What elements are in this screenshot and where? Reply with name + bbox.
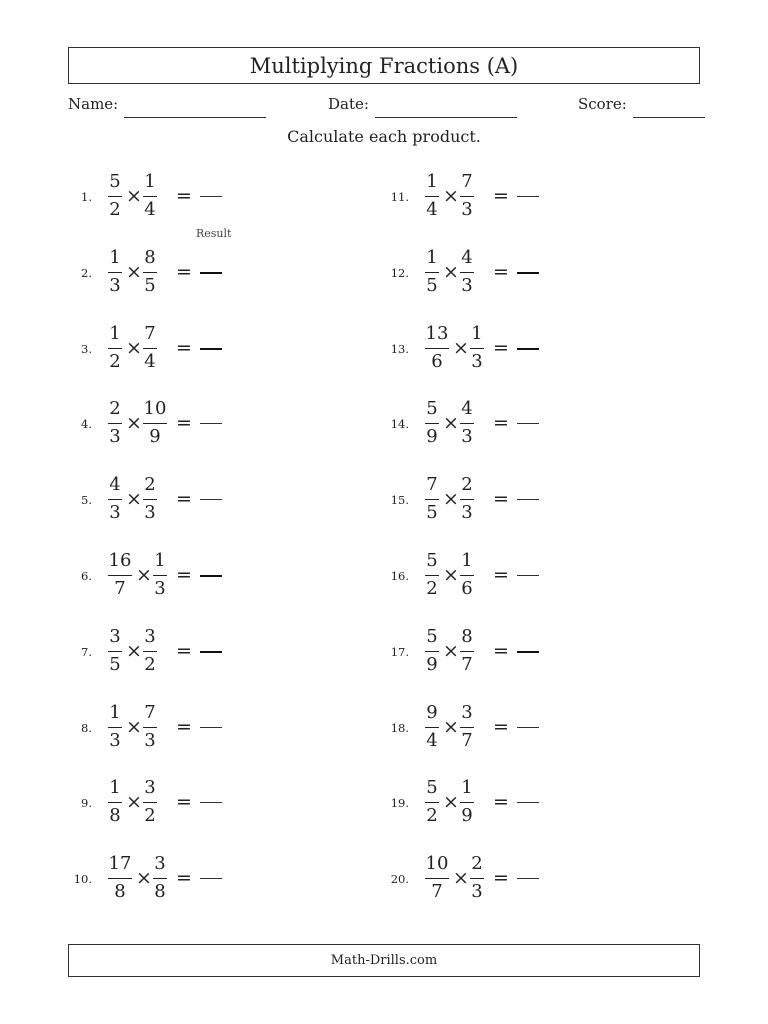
times-sign: × bbox=[443, 260, 459, 283]
times-sign: × bbox=[136, 564, 152, 586]
fraction-bar bbox=[470, 878, 484, 879]
problem-number: 17. bbox=[390, 644, 409, 659]
fraction-bar bbox=[143, 423, 167, 424]
second-numerator: 2 bbox=[471, 853, 483, 875]
second-fraction bbox=[460, 550, 474, 600]
answer-blank[interactable] bbox=[517, 651, 539, 653]
problem-number: 4. bbox=[81, 417, 92, 432]
second-fraction bbox=[460, 626, 474, 676]
first-denominator: 3 bbox=[109, 426, 121, 448]
problem-item bbox=[390, 550, 653, 602]
answer-blank[interactable] bbox=[200, 196, 222, 197]
first-fraction bbox=[425, 550, 439, 600]
first-denominator: 2 bbox=[109, 350, 121, 372]
fraction-bar bbox=[460, 575, 474, 576]
first-denominator: 5 bbox=[426, 274, 438, 296]
problem-item bbox=[76, 398, 336, 450]
fraction-bar bbox=[143, 196, 157, 197]
second-fraction bbox=[143, 777, 157, 827]
times-sign: × bbox=[443, 488, 459, 511]
second-denominator: 3 bbox=[154, 578, 166, 599]
first-numerator: 5 bbox=[426, 398, 438, 420]
first-numerator: 7 bbox=[426, 474, 438, 496]
problem-item bbox=[76, 702, 336, 754]
first-denominator: 8 bbox=[114, 881, 126, 903]
fraction-bar bbox=[108, 348, 122, 349]
answer-blank[interactable] bbox=[517, 348, 539, 350]
problem-number: 9. bbox=[81, 796, 92, 811]
times-sign: × bbox=[453, 867, 469, 890]
times-sign: × bbox=[126, 260, 142, 283]
first-denominator: 9 bbox=[426, 426, 438, 448]
equals-sign: = bbox=[176, 336, 192, 359]
problem-item bbox=[390, 701, 653, 754]
fraction-bar bbox=[108, 878, 132, 879]
answer-blank[interactable] bbox=[200, 878, 222, 879]
second-denominator: 7 bbox=[461, 653, 473, 675]
second-denominator: 3 bbox=[471, 350, 483, 372]
answer-blank[interactable] bbox=[517, 272, 539, 274]
fraction-bar bbox=[425, 727, 439, 728]
problem-item bbox=[390, 246, 653, 299]
problem-item bbox=[76, 323, 336, 375]
name-field bbox=[68, 95, 266, 119]
first-fraction bbox=[425, 398, 439, 448]
second-fraction bbox=[143, 247, 157, 297]
first-numerator: 5 bbox=[426, 777, 438, 799]
first-numerator: 5 bbox=[426, 625, 438, 647]
problem-item bbox=[73, 853, 336, 905]
problem-number: 13. bbox=[390, 341, 409, 356]
second-fraction bbox=[153, 550, 167, 600]
answer-blank[interactable] bbox=[517, 878, 539, 879]
first-denominator: 3 bbox=[109, 502, 121, 524]
fraction-bar bbox=[460, 727, 474, 728]
fraction-bar bbox=[153, 575, 167, 576]
first-numerator: 1 bbox=[109, 701, 121, 723]
second-fraction bbox=[143, 626, 157, 676]
fraction-bar bbox=[425, 878, 449, 879]
first-numerator: 13 bbox=[425, 322, 449, 344]
equals-sign: = bbox=[493, 564, 509, 586]
problem-item bbox=[76, 626, 336, 678]
second-fraction bbox=[143, 171, 157, 221]
second-numerator: 2 bbox=[461, 474, 473, 496]
second-denominator: 2 bbox=[144, 805, 156, 827]
fraction-bar bbox=[460, 499, 474, 500]
times-sign: × bbox=[453, 336, 469, 359]
date-input-line[interactable] bbox=[375, 95, 517, 118]
second-fraction bbox=[460, 474, 474, 524]
times-sign: × bbox=[443, 185, 459, 207]
answer-blank[interactable] bbox=[200, 727, 222, 728]
second-denominator: 9 bbox=[149, 426, 161, 448]
first-denominator: 4 bbox=[426, 199, 438, 220]
problem-item bbox=[390, 171, 653, 223]
first-denominator: 5 bbox=[426, 502, 438, 524]
first-fraction bbox=[425, 171, 439, 221]
first-fraction bbox=[425, 853, 449, 903]
answer-blank[interactable] bbox=[517, 727, 539, 728]
fraction-bar bbox=[143, 802, 157, 803]
second-denominator: 4 bbox=[144, 199, 156, 220]
fraction-bar bbox=[108, 499, 122, 500]
first-fraction bbox=[425, 323, 449, 373]
problem-number: 8. bbox=[81, 720, 92, 735]
first-denominator: 3 bbox=[109, 729, 121, 751]
fraction-bar bbox=[460, 196, 474, 197]
problem-number: 5. bbox=[81, 493, 92, 508]
problem-number: 14. bbox=[390, 417, 409, 432]
times-sign: × bbox=[136, 867, 152, 890]
first-numerator: 2 bbox=[109, 398, 121, 420]
problem-number: 6. bbox=[81, 569, 92, 583]
second-numerator: 7 bbox=[461, 171, 473, 192]
problem-number: 15. bbox=[390, 493, 409, 508]
equals-sign: = bbox=[493, 715, 509, 738]
equals-sign: = bbox=[493, 488, 509, 511]
fraction-bar bbox=[108, 196, 122, 197]
problem-number: 7. bbox=[81, 644, 92, 659]
answer-blank[interactable] bbox=[517, 802, 539, 803]
problem-number: 11. bbox=[390, 190, 409, 204]
first-fraction bbox=[108, 626, 122, 676]
first-fraction bbox=[108, 398, 122, 448]
footer-text: Math-Drills.com bbox=[330, 953, 438, 968]
answer-blank[interactable] bbox=[200, 499, 222, 500]
second-denominator: 3 bbox=[144, 729, 156, 751]
second-denominator: 6 bbox=[461, 578, 473, 599]
first-fraction bbox=[425, 626, 439, 676]
second-denominator: 3 bbox=[461, 502, 473, 524]
first-numerator: 1 bbox=[109, 322, 121, 344]
second-numerator: 8 bbox=[144, 246, 156, 268]
first-fraction bbox=[108, 702, 122, 752]
fraction-bar bbox=[108, 423, 122, 424]
problem-number: 16. bbox=[390, 569, 409, 583]
second-denominator: 3 bbox=[461, 274, 473, 296]
first-fraction bbox=[108, 171, 122, 221]
answer-blank[interactable] bbox=[200, 575, 222, 577]
answer-blank[interactable] bbox=[200, 423, 222, 424]
problem-item bbox=[390, 322, 653, 375]
first-fraction bbox=[108, 550, 132, 600]
equals-sign: = bbox=[493, 260, 509, 283]
second-fraction bbox=[460, 777, 474, 827]
equals-sign: = bbox=[493, 791, 509, 814]
second-fraction bbox=[460, 247, 474, 297]
first-numerator: 1 bbox=[109, 777, 121, 799]
second-denominator: 3 bbox=[471, 881, 483, 903]
first-fraction bbox=[425, 777, 439, 827]
times-sign: × bbox=[126, 336, 142, 359]
equals-sign: = bbox=[176, 185, 192, 207]
second-numerator: 4 bbox=[461, 246, 473, 268]
fraction-bar bbox=[108, 802, 122, 803]
fraction-bar bbox=[143, 651, 157, 652]
first-denominator: 7 bbox=[114, 578, 126, 599]
answer-blank[interactable] bbox=[517, 196, 539, 197]
fraction-bar bbox=[108, 727, 122, 728]
times-sign: × bbox=[443, 564, 459, 586]
equals-sign: = bbox=[176, 564, 192, 586]
problem-item bbox=[76, 777, 336, 829]
fraction-bar bbox=[108, 651, 122, 652]
first-denominator: 6 bbox=[431, 350, 443, 372]
first-denominator: 4 bbox=[426, 729, 438, 751]
times-sign: × bbox=[126, 488, 142, 511]
second-denominator: 3 bbox=[144, 502, 156, 524]
fraction-bar bbox=[425, 575, 439, 576]
second-numerator: 7 bbox=[144, 322, 156, 344]
times-sign: × bbox=[126, 715, 142, 738]
second-denominator: 4 bbox=[144, 350, 156, 372]
first-fraction bbox=[108, 777, 122, 827]
first-numerator: 4 bbox=[109, 474, 121, 496]
problem-number: 20. bbox=[390, 872, 409, 887]
times-sign: × bbox=[443, 791, 459, 814]
first-fraction bbox=[425, 474, 439, 524]
first-fraction bbox=[425, 702, 439, 752]
second-fraction bbox=[460, 398, 474, 448]
fraction-bar bbox=[143, 499, 157, 500]
problem-item bbox=[390, 625, 653, 678]
first-fraction bbox=[108, 323, 122, 373]
second-numerator: 4 bbox=[461, 398, 473, 420]
first-numerator: 10 bbox=[425, 853, 449, 875]
first-denominator: 2 bbox=[109, 199, 121, 220]
second-numerator: 2 bbox=[144, 474, 156, 496]
equals-sign: = bbox=[176, 639, 192, 662]
second-fraction bbox=[470, 853, 484, 903]
first-denominator: 2 bbox=[426, 805, 438, 827]
second-denominator: 3 bbox=[461, 426, 473, 448]
footer bbox=[68, 944, 700, 977]
second-denominator: 8 bbox=[154, 881, 166, 903]
problem-item bbox=[390, 777, 653, 829]
answer-blank[interactable] bbox=[200, 348, 222, 350]
times-sign: × bbox=[443, 412, 459, 435]
first-fraction bbox=[108, 853, 132, 903]
instructions: Calculate each product. bbox=[287, 127, 481, 146]
date-field bbox=[328, 95, 517, 119]
second-numerator: 1 bbox=[144, 171, 156, 192]
equals-sign: = bbox=[176, 260, 192, 283]
second-numerator: 10 bbox=[143, 398, 167, 420]
first-numerator: 3 bbox=[109, 625, 121, 647]
answer-blank[interactable] bbox=[200, 802, 222, 803]
answer-blank[interactable] bbox=[517, 575, 539, 576]
fraction-bar bbox=[143, 727, 157, 728]
score-label: Score: bbox=[578, 95, 627, 113]
problem-item bbox=[390, 853, 653, 905]
equals-sign: = bbox=[493, 412, 509, 435]
result-tooltip: Result bbox=[196, 227, 232, 240]
second-numerator: 8 bbox=[461, 625, 473, 647]
fraction-bar bbox=[425, 423, 439, 424]
equals-sign: = bbox=[493, 867, 509, 890]
equals-sign: = bbox=[176, 488, 192, 511]
second-numerator: 3 bbox=[144, 625, 156, 647]
problem-number: 19. bbox=[390, 796, 409, 811]
times-sign: × bbox=[126, 185, 142, 207]
fraction-bar bbox=[108, 272, 122, 273]
equals-sign: = bbox=[493, 185, 509, 207]
name-label: Name: bbox=[68, 95, 119, 113]
second-fraction bbox=[460, 171, 474, 221]
second-fraction bbox=[143, 323, 157, 373]
problem-item bbox=[76, 550, 336, 602]
first-denominator: 2 bbox=[426, 578, 438, 599]
first-numerator: 1 bbox=[109, 246, 121, 268]
problem-number: 2. bbox=[81, 265, 92, 280]
problem-number: 12. bbox=[390, 265, 409, 280]
times-sign: × bbox=[126, 412, 142, 435]
fraction-bar bbox=[460, 802, 474, 803]
second-fraction bbox=[153, 853, 167, 903]
equals-sign: = bbox=[176, 412, 192, 435]
name-input-line[interactable] bbox=[124, 95, 266, 118]
fraction-bar bbox=[460, 272, 474, 273]
equals-sign: = bbox=[176, 791, 192, 814]
first-numerator: 5 bbox=[109, 171, 121, 192]
fraction-bar bbox=[425, 348, 449, 349]
first-denominator: 7 bbox=[431, 881, 443, 903]
fraction-bar bbox=[425, 272, 439, 273]
fraction-bar bbox=[153, 878, 167, 879]
equals-sign: = bbox=[493, 336, 509, 359]
first-fraction bbox=[425, 247, 439, 297]
second-denominator: 9 bbox=[461, 805, 473, 827]
problem-item bbox=[390, 474, 653, 526]
score-input-line[interactable] bbox=[633, 95, 705, 118]
fraction-bar bbox=[460, 651, 474, 652]
fraction-bar bbox=[143, 348, 157, 349]
second-fraction bbox=[460, 702, 474, 752]
times-sign: × bbox=[443, 715, 459, 738]
second-numerator: 3 bbox=[461, 701, 473, 723]
fraction-bar bbox=[425, 651, 439, 652]
first-denominator: 5 bbox=[109, 653, 121, 675]
problem-item bbox=[76, 474, 336, 526]
answer-blank[interactable] bbox=[517, 423, 539, 424]
first-numerator: 5 bbox=[426, 550, 438, 571]
first-numerator: 9 bbox=[426, 701, 438, 723]
equals-sign: = bbox=[176, 715, 192, 738]
times-sign: × bbox=[443, 639, 459, 662]
first-numerator: 16 bbox=[108, 550, 132, 571]
problem-number: 3. bbox=[81, 341, 92, 356]
first-numerator: 17 bbox=[108, 853, 132, 875]
date-label: Date: bbox=[328, 95, 369, 113]
first-denominator: 8 bbox=[109, 805, 121, 827]
first-numerator: 1 bbox=[426, 246, 438, 268]
fraction-bar bbox=[470, 348, 484, 349]
score-field bbox=[578, 95, 705, 119]
problem-number: 10. bbox=[73, 872, 92, 887]
second-numerator: 3 bbox=[144, 777, 156, 799]
problem-number: 18. bbox=[390, 720, 409, 735]
first-fraction bbox=[108, 474, 122, 524]
second-fraction bbox=[143, 398, 167, 448]
second-numerator: 1 bbox=[461, 777, 473, 799]
fraction-bar bbox=[425, 196, 439, 197]
times-sign: × bbox=[126, 639, 142, 662]
second-denominator: 2 bbox=[144, 653, 156, 675]
second-fraction bbox=[470, 323, 484, 373]
fraction-bar bbox=[425, 499, 439, 500]
second-numerator: 7 bbox=[144, 701, 156, 723]
first-denominator: 3 bbox=[109, 274, 121, 296]
answer-blank[interactable] bbox=[517, 499, 539, 500]
problem-item bbox=[76, 247, 336, 299]
second-numerator: 3 bbox=[154, 853, 166, 875]
fraction-bar bbox=[460, 423, 474, 424]
first-fraction bbox=[108, 247, 122, 297]
worksheet-title-text: Multiplying Fractions (A) bbox=[249, 53, 519, 78]
answer-blank[interactable] bbox=[200, 272, 222, 274]
second-fraction bbox=[143, 474, 157, 524]
second-denominator: 7 bbox=[461, 729, 473, 751]
problem-item bbox=[390, 398, 653, 450]
second-denominator: 3 bbox=[461, 199, 473, 220]
second-numerator: 1 bbox=[471, 322, 483, 344]
second-denominator: 5 bbox=[144, 274, 156, 296]
times-sign: × bbox=[126, 791, 142, 814]
fraction-bar bbox=[425, 802, 439, 803]
first-numerator: 1 bbox=[426, 171, 438, 192]
answer-blank[interactable] bbox=[200, 651, 222, 653]
problem-item bbox=[76, 171, 336, 223]
problem-number: 1. bbox=[81, 190, 92, 204]
first-denominator: 9 bbox=[426, 653, 438, 675]
worksheet-title bbox=[68, 47, 700, 84]
second-numerator: 1 bbox=[154, 550, 166, 571]
equals-sign: = bbox=[493, 639, 509, 662]
second-fraction bbox=[143, 702, 157, 752]
fraction-bar bbox=[108, 575, 132, 576]
equals-sign: = bbox=[176, 867, 192, 890]
fraction-bar bbox=[143, 272, 157, 273]
second-numerator: 1 bbox=[461, 550, 473, 571]
